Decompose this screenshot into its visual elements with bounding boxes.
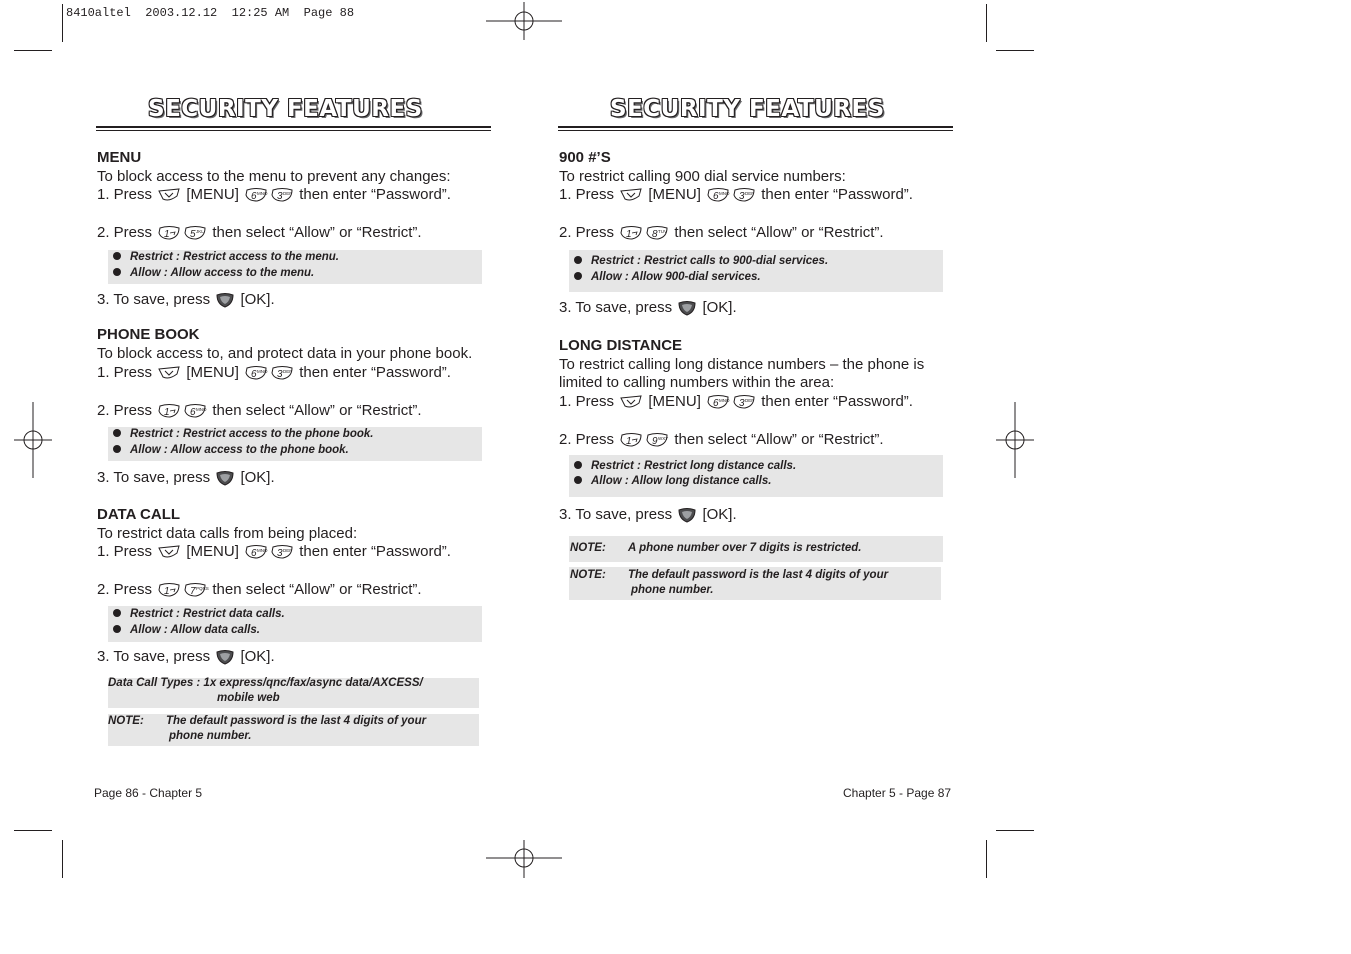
page-footer: Chapter 5 - Page 87	[843, 786, 952, 800]
key-6-icon	[244, 187, 268, 203]
note-label: NOTE:	[570, 542, 606, 554]
menu-soft-key-icon	[619, 394, 643, 410]
svg-text:6: 6	[713, 398, 719, 410]
list-item: Allow : Allow long distance calls.	[574, 473, 771, 489]
svg-text:1: 1	[626, 436, 632, 448]
note-text: A phone number over 7 digits is restricted.	[628, 542, 862, 554]
svg-text:3: 3	[277, 369, 283, 381]
list-item: Allow : Allow access to the menu.	[113, 265, 314, 281]
svg-text:WXY: WXY	[658, 436, 669, 442]
key-1-icon	[157, 403, 181, 419]
key-3-icon	[732, 187, 756, 203]
svg-text:6: 6	[251, 191, 257, 203]
svg-text:DEF: DEF	[745, 191, 755, 197]
step-3: 3. To save, press [OK].	[559, 299, 737, 316]
step-3: 3. To save, press [OK].	[559, 506, 737, 523]
step-3: 3. To save, press [OK].	[97, 291, 275, 308]
key-1-icon	[157, 582, 181, 598]
svg-text:1: 1	[164, 407, 170, 419]
key-6-icon	[183, 403, 207, 419]
svg-text:7: 7	[190, 586, 196, 598]
svg-text:5: 5	[190, 229, 196, 241]
list-item: Restrict : Restrict long distance calls.	[574, 458, 796, 474]
section-intro: To restrict calling 900 dial service numbers:	[559, 168, 846, 185]
section-intro: To restrict data calls from being placed:	[97, 525, 358, 542]
svg-text:8: 8	[652, 229, 658, 241]
step-2: 2. Press 1 6 MNO then select “Allow” or “Restrict”.	[97, 402, 422, 419]
note-text-cont: phone number.	[169, 730, 252, 742]
registration-mark-left	[14, 402, 54, 480]
list-item: Restrict : Restrict access to the menu.	[113, 249, 339, 265]
list-item: Restrict : Restrict access to the phone book.	[113, 426, 373, 442]
svg-text:3: 3	[739, 398, 745, 410]
step-1: 1. Press [MENU] 6 MNO 3 DEF then enter “Password”.	[559, 393, 913, 410]
list-item: Allow : Allow data calls.	[113, 622, 260, 638]
svg-text:MNO: MNO	[196, 407, 207, 413]
menu-soft-key-icon	[157, 187, 181, 203]
section-intro: To restrict calling long distance numbers – the phone is	[559, 356, 925, 373]
page-footer: Page 86 - Chapter 5	[94, 786, 203, 800]
registration-mark-bottom	[484, 838, 564, 878]
key-6-icon	[706, 394, 730, 410]
list-item: Allow : Allow 900-dial services.	[574, 269, 761, 285]
list-item: Restrict : Restrict data calls.	[113, 606, 285, 622]
svg-text:MNO: MNO	[257, 548, 268, 554]
svg-text:6: 6	[251, 369, 257, 381]
ok-key-icon	[677, 507, 697, 523]
svg-text:JKL: JKL	[196, 229, 204, 235]
section-heading-menu: MENU	[97, 149, 142, 166]
svg-text:1: 1	[626, 229, 632, 241]
section-heading-900: 900 #’S	[559, 149, 611, 166]
registration-mark-right	[996, 402, 1036, 480]
key-8-icon	[645, 225, 669, 241]
svg-text:1: 1	[164, 586, 170, 598]
svg-text:6: 6	[190, 407, 196, 419]
step-3: 3. To save, press [OK].	[97, 469, 275, 486]
key-3-icon	[270, 187, 294, 203]
ok-key-icon	[215, 292, 235, 308]
section-intro-cont: limited to calling numbers within the area:	[559, 374, 835, 391]
data-call-types: Data Call Types : 1x express/qnc/fax/async data/AXCESS/	[108, 677, 423, 689]
section-heading-long-distance: LONG DISTANCE	[559, 337, 683, 354]
data-call-types-cont: mobile web	[217, 692, 280, 704]
page-title: SECURITY FEATURES	[610, 96, 885, 122]
key-5-icon	[183, 225, 207, 241]
step-1: 1. Press [MENU] 6 MNO 3 DEF then enter “Password”.	[97, 186, 451, 203]
svg-text:MNO: MNO	[257, 191, 268, 197]
note-label: NOTE:	[570, 569, 606, 581]
menu-soft-key-icon	[157, 544, 181, 560]
list-item: Restrict : Restrict calls to 900-dial services.	[574, 253, 828, 269]
key-3-icon	[270, 544, 294, 560]
svg-text:MNO: MNO	[257, 369, 268, 375]
step-1: 1. Press [MENU] 6 MNO 3 DEF then enter “Password”.	[97, 364, 451, 381]
svg-text:1: 1	[164, 229, 170, 241]
svg-text:MNO: MNO	[719, 398, 730, 404]
step-1: 1. Press [MENU] 6 MNO 3 DEF then enter “Password”.	[559, 186, 913, 203]
svg-text:TUV: TUV	[658, 229, 668, 235]
registration-mark-top	[484, 2, 564, 42]
key-1-icon	[619, 225, 643, 241]
step-1: 1. Press [MENU] 6 MNO 3 DEF then enter “Password”.	[97, 543, 451, 560]
svg-text:6: 6	[713, 191, 719, 203]
key-9-icon	[645, 432, 669, 448]
svg-text:6: 6	[251, 548, 257, 560]
note-text-cont: phone number.	[631, 584, 714, 596]
section-heading-data-call: DATA CALL	[97, 506, 181, 523]
key-1-icon	[619, 432, 643, 448]
svg-text:DEF: DEF	[283, 369, 293, 375]
svg-text:MNO: MNO	[719, 191, 730, 197]
section-intro: To block access to the menu to prevent any changes:	[97, 168, 451, 185]
note-label: NOTE:	[108, 715, 144, 727]
ok-key-icon	[215, 649, 235, 665]
svg-text:3: 3	[739, 191, 745, 203]
key-3-icon	[732, 394, 756, 410]
key-7-icon	[183, 582, 207, 598]
page-title: SECURITY FEATURES	[148, 96, 423, 122]
step-2: 2. Press 1 7 PQRS then select “Allow” or “Restrict”.	[97, 581, 422, 598]
key-3-icon	[270, 365, 294, 381]
step-3: 3. To save, press [OK].	[97, 648, 275, 665]
key-6-icon	[244, 544, 268, 560]
menu-soft-key-icon	[157, 365, 181, 381]
step-2: 2. Press 1 9 WXY then select “Allow” or “Restrict”.	[559, 431, 884, 448]
ok-key-icon	[215, 470, 235, 486]
note-text: The default password is the last 4 digits of your	[166, 715, 427, 727]
svg-text:DEF: DEF	[283, 548, 293, 554]
svg-text:DEF: DEF	[745, 398, 755, 404]
svg-text:3: 3	[277, 548, 283, 560]
step-2: 2. Press 1 8 TUV then select “Allow” or “Restrict”.	[559, 224, 884, 241]
menu-soft-key-icon	[619, 187, 643, 203]
svg-text:DEF: DEF	[283, 191, 293, 197]
print-header: 8410altel 2003.12.12 12:25 AM Page 88	[66, 6, 355, 20]
note-text: The default password is the last 4 digits of your	[628, 569, 889, 581]
key-6-icon	[244, 365, 268, 381]
step-2: 2. Press 1 5 JKL then select “Allow” or “Restrict”.	[97, 224, 422, 241]
key-6-icon	[706, 187, 730, 203]
svg-text:PQRS: PQRS	[196, 586, 209, 592]
section-heading-phone-book: PHONE BOOK	[97, 326, 200, 343]
section-intro: To block access to, and protect data in your phone book.	[97, 345, 473, 362]
ok-key-icon	[677, 300, 697, 316]
svg-text:3: 3	[277, 191, 283, 203]
key-1-icon	[157, 225, 181, 241]
list-item: Allow : Allow access to the phone book.	[113, 442, 349, 458]
svg-text:9: 9	[652, 436, 658, 448]
